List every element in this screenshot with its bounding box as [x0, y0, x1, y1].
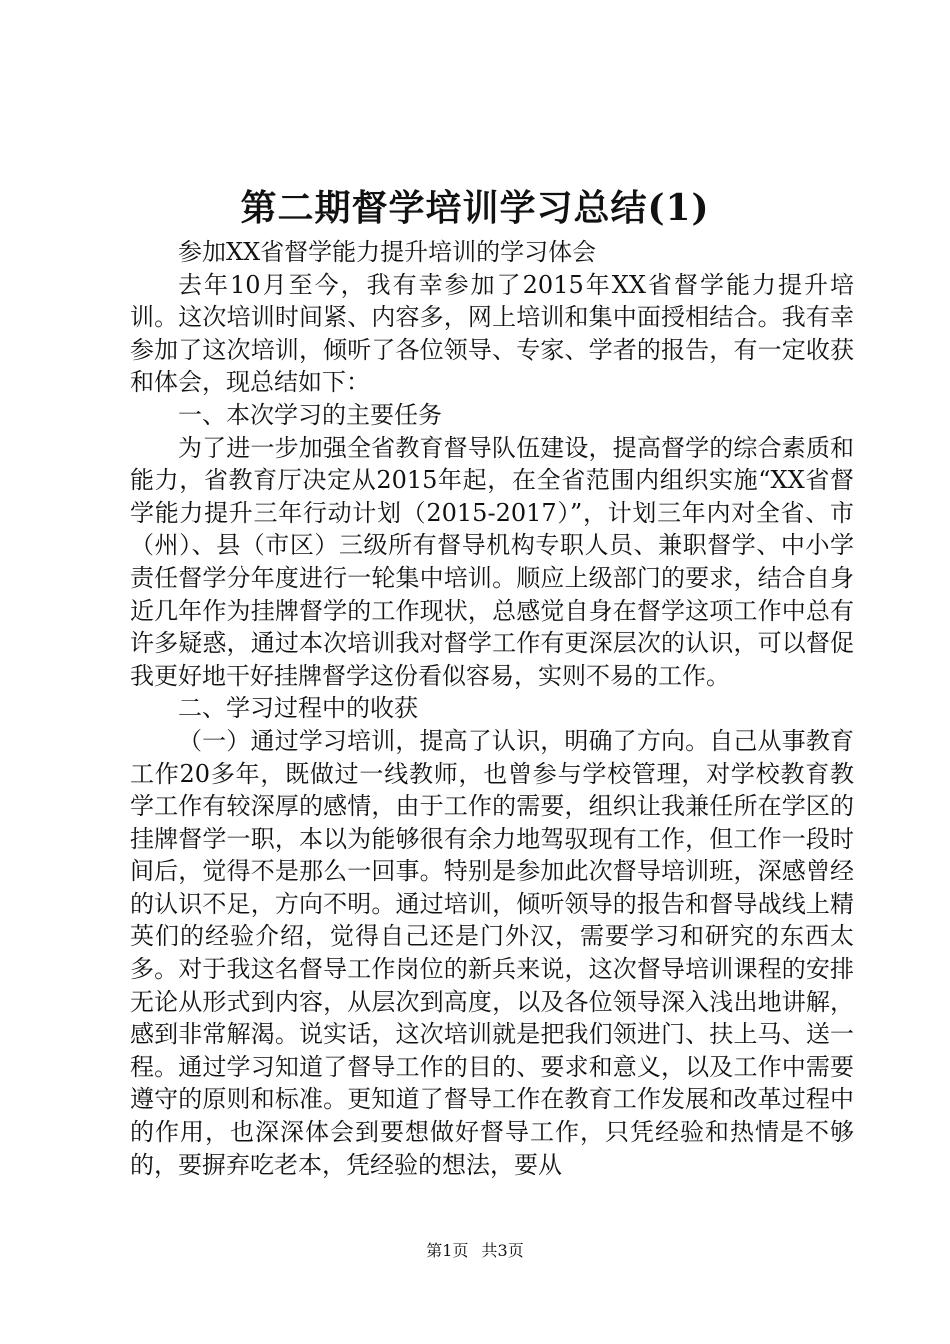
page-total: 共3页 [481, 1241, 524, 1260]
intro-paragraph: 去年10月至今，我有幸参加了2015年XX省督学能力提升培训。这次培训时间紧、内容多，网上培训和集中面授相结合。我有幸参加了这次培训，倾听了各位领导、专家、学者的报告，有一定收获和体会，现总结如下： [130, 270, 854, 397]
document-title: 第二期督学培训学习总结(1) [240, 187, 710, 229]
document-body [130, 236, 854, 1181]
subtitle-paragraph: 参加XX省督学能力提升培训的学习体会 [178, 238, 597, 266]
body-paragraph-1: 为了进一步加强全省教育督导队伍建设，提高督学的综合素质和能力，省教育厅决定从2015年起，在全省范围内组织实施“XX省督学能力提升三年行动计划（2015-2017）”，计划三年内对全省、市（州）、县（市区）三级所有督导机构专职人员、兼职督学、中小学责任督学分年度进行一轮集中培训。顺应上级部门的要求，结合自身近几年作为挂牌督学的工作现状，总感觉自身在督学这项工作中总有许多疑惑，通过本次培训我对督学工作有更深层次的认识，可以督促我更好地干好挂牌督学这份看似容易，实则不易的工作。 [130, 433, 854, 690]
section-heading-1: 一、本次学习的主要任务 [178, 400, 442, 429]
page-number: 第1页 [426, 1241, 469, 1260]
page-footer [0, 1240, 950, 1262]
body-paragraph-2: （一）通过学习培训，提高了认识，明确了方向。自己从事教育工作20多年，既做过一线教师，也曾参与学校管理，对学校教育教学工作有较深厚的感情，由于工作的需要，组织让我兼任所在学区的挂牌督学一职，本以为能够很有余力地驾驭现有工作，但工作一段时间后，觉得不是那么一回事。特别是参加此次督导培训班，深感曾经的认识不足，方向不明。通过培训，倾听领导的报告和督导战线上精英们的经验介绍，觉得自己还是门外汉，需要学习和研究的东西太多。对于我这名督导工作岗位的新兵来说，这次督导培训课程的安排无论从形式到内容，从层次到高度，以及各位领导深入浅出地讲解，感到非常解渴。说实话，这次培训就是把我们领进门、扶上马、送一程。通过学习知道了督导工作的目的、要求和意义，以及工作中需要遵守的原则和标准。更知道了督导工作在教育工作发展和改革过程中的作用，也深深体会到要想做好督导工作，只凭经验和热情是不够的，要摒弃吃老本，凭经验的想法，要从 [130, 726, 854, 1179]
section-heading-2: 二、学习过程中的收获 [178, 694, 418, 723]
